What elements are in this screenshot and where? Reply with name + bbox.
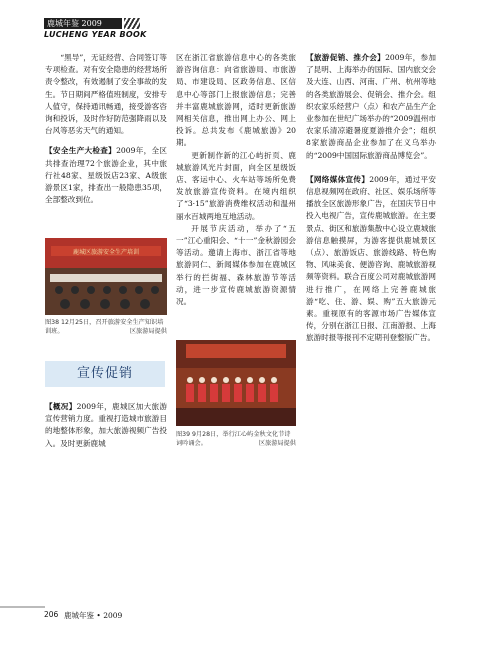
paragraph-safety: 【安全生产大检查】2009年，全区共排查治理72个旅游企业，其中旅行社48家、星级饭店23家、A级旅游景区1家，排查出一般隐患35项，全部整改到位。	[45, 146, 168, 205]
column-2	[176, 52, 296, 308]
page-footer	[0, 610, 480, 624]
photo-poetry-recital-image	[176, 340, 296, 426]
paragraph: “黑导”，无证经营、合同签订等专项检查。对有安全隐患的经营场所责令整改，有效遏制了安全事故的发生。节日期间严格值班制度，安排专人值守，保持通讯畅通，接受游客咨询和投诉，及时作好防范强降雨以及台风等恶劣天气的通知。	[45, 53, 167, 136]
caption-credit: 区旅游局提供	[129, 328, 167, 335]
section-tag: 【概况】	[45, 402, 77, 411]
photo-training-meeting	[45, 238, 167, 315]
photo-caption-38	[45, 318, 167, 336]
section-title: 宣传促销	[76, 366, 133, 381]
section-heading-box	[45, 361, 165, 387]
paragraph-overview: 【概况】2009年，鹿城区加大旅游宣传营销力度。重视打造城市旅游目的地整体形象，加大旅游视频广告投入。及时更新鹿城	[45, 402, 167, 448]
photo-poetry-recital	[176, 340, 296, 426]
paragraph: 区在浙江省旅游信息中心的各类旅游咨询信息：向省旅游局、市旅游局、市建设局、区政务信息、区信息中心等部门上报旅游信息；完善并丰富鹿城旅游网，适时更新旅游网相关信息，推出网上办公、网上投诉。总共发布《鹿城旅游》20期。	[176, 53, 296, 148]
header-decoration	[124, 18, 140, 29]
page-header	[44, 18, 344, 40]
photo-banner-text: 鹿城区旅游安全生产培训	[72, 249, 140, 256]
footer-rule	[0, 606, 45, 608]
caption-text: 图38 12月25日，召开旅游安全生产知识培训班。	[45, 319, 164, 335]
section-tag: 【网络媒体宣传】	[306, 174, 370, 184]
caption-credit: 区旅游局提供	[258, 440, 296, 447]
yearbook-title: 鹿城年鉴 2009	[44, 18, 122, 29]
caption-text: 图39 9月28日，举行江心屿金秋文化节诗词吟诵会。	[176, 431, 291, 447]
paragraph: 更新制作新的江心屿折页、鹿城旅游风光片封面，向全区星级饭店、客运中心、火车站等场所免费发放旅游宣传资料。在境内组织了“3·15”旅游消费维权活动和温州丽水百城两地互地活动。	[176, 150, 296, 221]
column-1-top	[45, 52, 167, 206]
section-tag: 【安全生产大检查】	[45, 146, 117, 156]
photo-caption-39	[176, 430, 296, 448]
photo-training-meeting-image	[45, 238, 167, 315]
yearbook-subtitle: LUCHENG YEAR BOOK	[44, 30, 147, 39]
page-number: 206	[44, 610, 59, 619]
section-tag: 【旅游促销、推介会】	[306, 53, 386, 62]
footer-title: 鹿城年鉴 • 2009	[64, 611, 123, 620]
paragraph-media: 【网络媒体宣传】2009年，通过平安信息视频网在政府、社区、娱乐场所等播放全区旅游形象广告，在国庆节日中投入电视广告，宣传鹿城旅游。在主要景点、街区和旅游集散中心设立鹿城旅游信息触摸屏，为游客提供鹿城景区（点）、旅游饭店、旅游线路、特色购物、风味美食、便游咨询、鹿城旅游视频等资料。联合百度公司对鹿城旅游网进行推广，在网络上完善鹿城旅游“吃、住、游、娱、购”五大旅游元素。重视原有的客源市场广告媒体宣传，分别在浙江日报、江南游报、上海旅游时报等报刊不定期刊登整版广告。	[306, 174, 437, 343]
paragraph: 开展节庆活动，举办了“五一”江心重阳会、“十一”金秋游园会等活动。邀请上海市、浙江省等地旅游同仁、新闻媒体参加在鹿城区举行的拦街福、森林旅游节等活动，进一步宣传鹿城旅游资源情况。	[176, 223, 296, 307]
column-1-bottom	[45, 401, 167, 450]
column-3	[306, 52, 436, 345]
paragraph-promotion: 【旅游促销、推介会】2009年，参加了昆明、上海举办的国际、国内旅交会及大连、山西、河南、广州、杭州等地的各类旅游展会、促销会、推介会。组织农家乐经营户（点）和农产品生产企业参加在世纪广场举办的“2009温州市农家乐清凉避暑度夏游推介会”；组织8家旅游商品企业参加了在义乌举办的“2009中国国际旅游商品博览会”。	[306, 53, 437, 160]
